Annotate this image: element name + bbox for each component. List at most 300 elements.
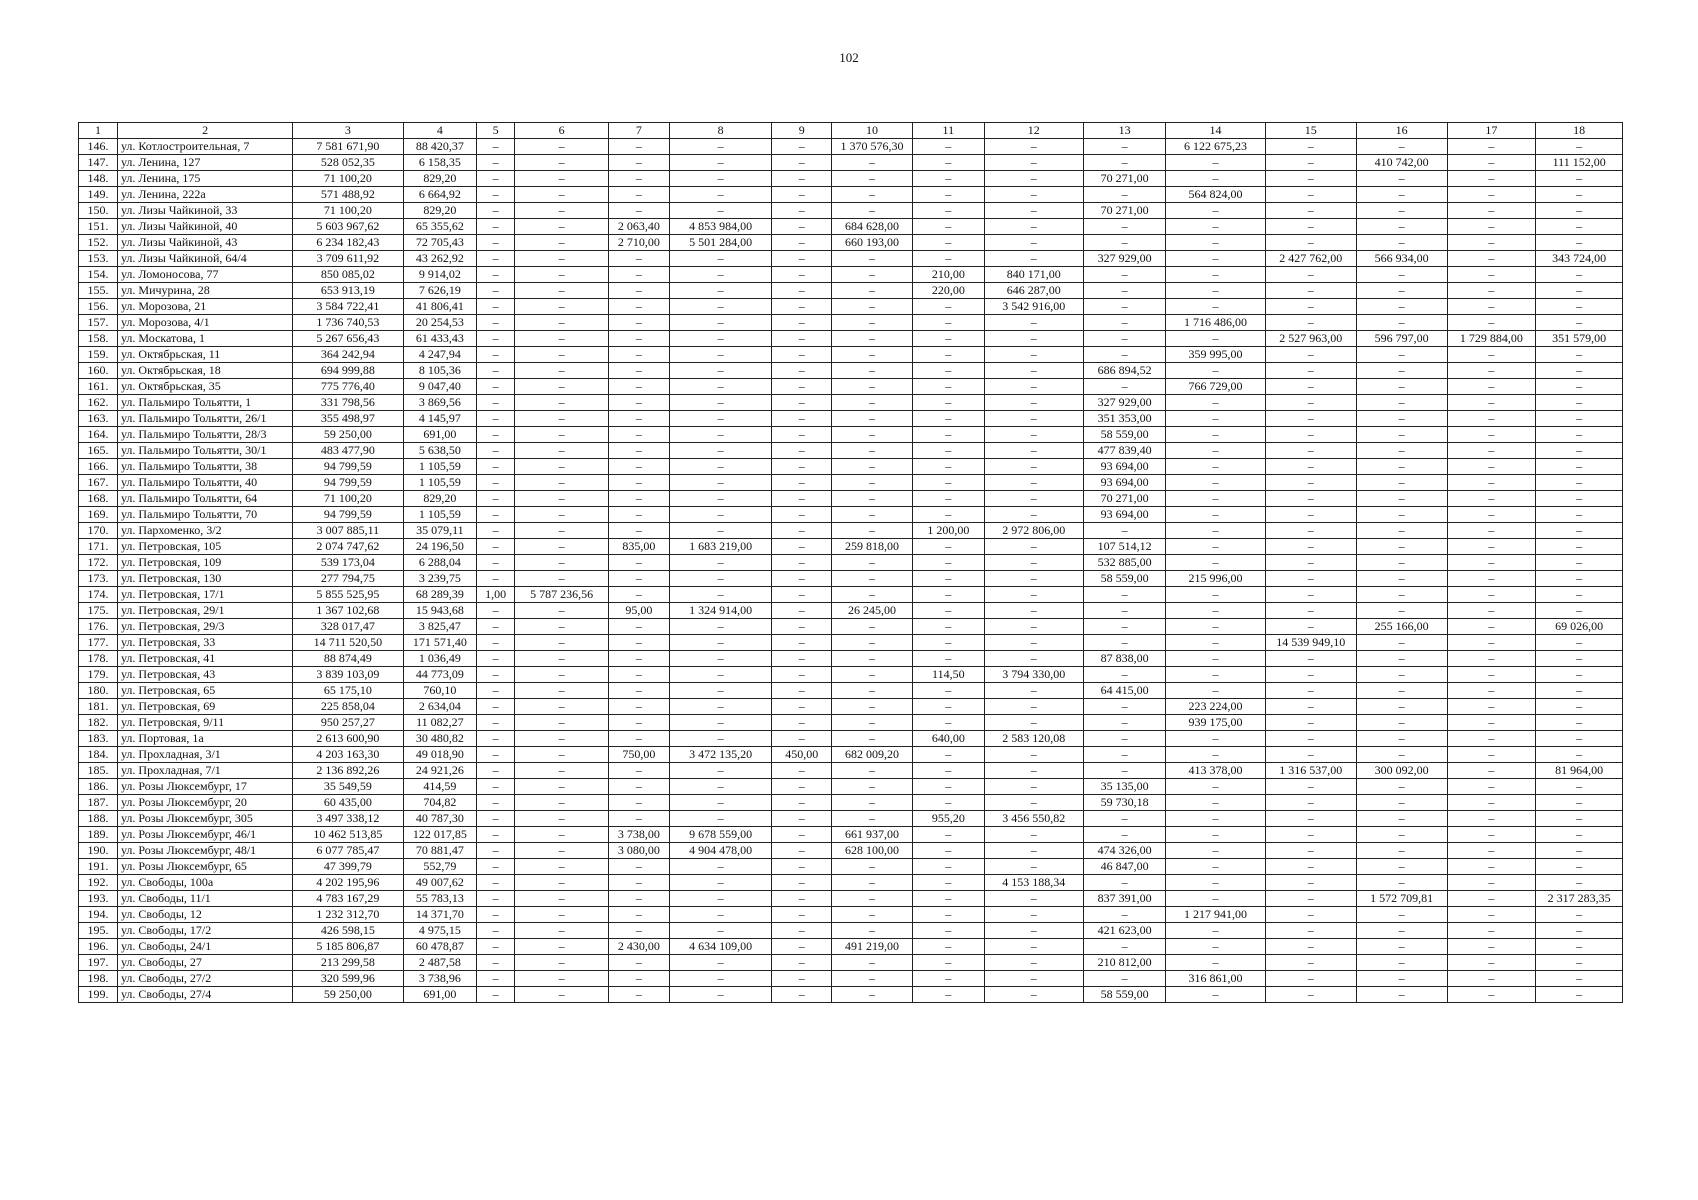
table-row — [79, 363, 1623, 379]
value-cell: 829,20 — [403, 491, 477, 507]
value-cell: 4 904 478,00 — [669, 843, 772, 859]
value-cell: 6 122 675,23 — [1166, 139, 1266, 155]
address-cell: ул. Лизы Чайкиной, 40 — [117, 219, 292, 235]
value-cell: – — [984, 331, 1084, 347]
value-cell: 4 783 167,29 — [293, 891, 403, 907]
value-cell: – — [1265, 843, 1356, 859]
table-row — [79, 651, 1623, 667]
value-cell: – — [1084, 331, 1166, 347]
value-cell: – — [669, 315, 772, 331]
value-cell: – — [609, 171, 670, 187]
table-row — [79, 555, 1623, 571]
value-cell: – — [477, 555, 515, 571]
value-cell: – — [669, 395, 772, 411]
value-cell: – — [669, 955, 772, 971]
value-cell: 111 152,00 — [1536, 155, 1623, 171]
value-cell: 1 217 941,00 — [1166, 907, 1266, 923]
value-cell: – — [609, 139, 670, 155]
value-cell: – — [831, 651, 912, 667]
value-cell: – — [1265, 475, 1356, 491]
value-cell: – — [1265, 491, 1356, 507]
value-cell: 704,82 — [403, 795, 477, 811]
value-cell: – — [831, 299, 912, 315]
value-cell: – — [515, 795, 609, 811]
value-cell: – — [609, 475, 670, 491]
value-cell: – — [1166, 811, 1266, 827]
row-number-cell: 170. — [79, 523, 118, 539]
address-cell: ул. Петровская, 33 — [117, 635, 292, 651]
value-cell: – — [515, 635, 609, 651]
value-cell: 58 559,00 — [1084, 987, 1166, 1003]
value-cell: – — [515, 411, 609, 427]
value-cell: – — [1265, 139, 1356, 155]
value-cell: – — [913, 779, 984, 795]
row-number-cell: 177. — [79, 635, 118, 651]
value-cell: – — [1166, 827, 1266, 843]
value-cell: – — [477, 731, 515, 747]
value-cell: – — [609, 763, 670, 779]
value-cell: – — [913, 363, 984, 379]
table-row — [79, 875, 1623, 891]
value-cell: – — [1166, 795, 1266, 811]
value-cell: – — [1166, 363, 1266, 379]
value-cell: – — [1166, 251, 1266, 267]
table-row — [79, 811, 1623, 827]
value-cell: – — [669, 891, 772, 907]
value-cell: – — [1447, 795, 1536, 811]
value-cell: 694 999,88 — [293, 363, 403, 379]
row-number-cell: 152. — [79, 235, 118, 251]
value-cell: – — [831, 443, 912, 459]
table-row — [79, 955, 1623, 971]
row-number-cell: 186. — [79, 779, 118, 795]
value-cell: – — [1356, 779, 1447, 795]
value-cell: – — [1536, 555, 1623, 571]
value-cell: – — [515, 219, 609, 235]
value-cell: 491 219,00 — [831, 939, 912, 955]
value-cell: – — [1356, 795, 1447, 811]
value-cell: 93 694,00 — [1084, 507, 1166, 523]
table-row — [79, 699, 1623, 715]
column-header: 18 — [1536, 123, 1623, 139]
value-cell: – — [477, 235, 515, 251]
page-number: 102 — [839, 50, 859, 65]
value-cell: – — [1447, 523, 1536, 539]
value-cell: – — [831, 795, 912, 811]
value-cell: 1 367 102,68 — [293, 603, 403, 619]
value-cell: – — [477, 987, 515, 1003]
value-cell: – — [609, 587, 670, 603]
value-cell: – — [984, 651, 1084, 667]
table-row — [79, 491, 1623, 507]
value-cell: – — [515, 395, 609, 411]
value-cell: – — [669, 299, 772, 315]
value-cell: – — [609, 395, 670, 411]
value-cell: – — [1166, 491, 1266, 507]
value-cell: – — [1536, 267, 1623, 283]
value-cell: – — [477, 955, 515, 971]
value-cell: – — [1447, 827, 1536, 843]
value-cell: – — [609, 683, 670, 699]
value-cell: 653 913,19 — [293, 283, 403, 299]
row-number-cell: 160. — [79, 363, 118, 379]
value-cell: 69 026,00 — [1536, 619, 1623, 635]
value-cell: 414,59 — [403, 779, 477, 795]
table-row — [79, 859, 1623, 875]
value-cell: – — [1536, 827, 1623, 843]
row-number-cell: 149. — [79, 187, 118, 203]
value-cell: – — [1447, 747, 1536, 763]
value-cell: – — [1265, 795, 1356, 811]
table-body — [79, 139, 1623, 1003]
value-cell: – — [515, 763, 609, 779]
value-cell: – — [609, 379, 670, 395]
value-cell: – — [609, 811, 670, 827]
value-cell: 35 079,11 — [403, 523, 477, 539]
value-cell: – — [1356, 859, 1447, 875]
value-cell: – — [515, 603, 609, 619]
value-cell: – — [477, 875, 515, 891]
value-cell: – — [1536, 843, 1623, 859]
value-cell: – — [913, 475, 984, 491]
value-cell: 93 694,00 — [1084, 475, 1166, 491]
address-cell: ул. Свободы, 17/2 — [117, 923, 292, 939]
address-cell: ул. Пальмиро Тольятти, 1 — [117, 395, 292, 411]
value-cell: – — [1265, 811, 1356, 827]
value-cell: – — [1084, 235, 1166, 251]
value-cell: 1 316 537,00 — [1265, 763, 1356, 779]
row-number-cell: 193. — [79, 891, 118, 907]
value-cell: – — [984, 395, 1084, 411]
address-cell: ул. Лизы Чайкиной, 64/4 — [117, 251, 292, 267]
value-cell: – — [913, 715, 984, 731]
value-cell: – — [1536, 795, 1623, 811]
value-cell: – — [1084, 811, 1166, 827]
value-cell: – — [477, 139, 515, 155]
value-cell: – — [1536, 219, 1623, 235]
value-cell: – — [831, 379, 912, 395]
value-cell: – — [913, 827, 984, 843]
value-cell: – — [1447, 779, 1536, 795]
value-cell: – — [1265, 779, 1356, 795]
value-cell: – — [1536, 299, 1623, 315]
value-cell: – — [772, 283, 832, 299]
value-cell: – — [913, 139, 984, 155]
value-cell: – — [515, 907, 609, 923]
table-row — [79, 443, 1623, 459]
value-cell: 71 100,20 — [293, 171, 403, 187]
value-cell: – — [1265, 507, 1356, 523]
value-cell: – — [1265, 155, 1356, 171]
value-cell: – — [1356, 203, 1447, 219]
value-cell: – — [1356, 747, 1447, 763]
value-cell: – — [1265, 363, 1356, 379]
address-cell: ул. Петровская, 17/1 — [117, 587, 292, 603]
row-number-cell: 181. — [79, 699, 118, 715]
value-cell: – — [1084, 139, 1166, 155]
value-cell: – — [477, 379, 515, 395]
value-cell: – — [1084, 267, 1166, 283]
value-cell: – — [772, 411, 832, 427]
value-cell: 628 100,00 — [831, 843, 912, 859]
value-cell: 564 824,00 — [1166, 187, 1266, 203]
column-header: 12 — [984, 123, 1084, 139]
value-cell: – — [1447, 859, 1536, 875]
value-cell: 5 787 236,56 — [515, 587, 609, 603]
address-cell: ул. Морозова, 21 — [117, 299, 292, 315]
value-cell: 5 855 525,95 — [293, 587, 403, 603]
value-cell: – — [1084, 939, 1166, 955]
value-cell: 1 572 709,81 — [1356, 891, 1447, 907]
value-cell: – — [609, 667, 670, 683]
value-cell: – — [1084, 907, 1166, 923]
value-cell: – — [1166, 267, 1266, 283]
value-cell: – — [1166, 779, 1266, 795]
value-cell: – — [831, 763, 912, 779]
value-cell: 1 729 884,00 — [1447, 331, 1536, 347]
value-cell: 2 634,04 — [403, 699, 477, 715]
value-cell: – — [669, 171, 772, 187]
row-number-cell: 166. — [79, 459, 118, 475]
address-cell: ул. Ленина, 175 — [117, 171, 292, 187]
value-cell: 939 175,00 — [1166, 715, 1266, 731]
value-cell: – — [477, 699, 515, 715]
value-cell: – — [984, 683, 1084, 699]
value-cell: – — [772, 523, 832, 539]
value-cell: – — [477, 363, 515, 379]
value-cell: – — [772, 619, 832, 635]
value-cell: – — [1536, 907, 1623, 923]
value-cell: – — [831, 507, 912, 523]
value-cell: – — [1447, 987, 1536, 1003]
value-cell: 71 100,20 — [293, 491, 403, 507]
value-cell: – — [1447, 555, 1536, 571]
value-cell: – — [984, 827, 1084, 843]
value-cell: – — [984, 971, 1084, 987]
value-cell: 766 729,00 — [1166, 379, 1266, 395]
value-cell: – — [669, 875, 772, 891]
value-cell: – — [669, 379, 772, 395]
value-cell: 210 812,00 — [1084, 955, 1166, 971]
value-cell: – — [669, 475, 772, 491]
value-cell: – — [669, 203, 772, 219]
value-cell: – — [913, 891, 984, 907]
value-cell: – — [984, 603, 1084, 619]
value-cell: – — [669, 923, 772, 939]
value-cell: – — [1447, 683, 1536, 699]
value-cell: – — [772, 443, 832, 459]
value-cell: 58 559,00 — [1084, 427, 1166, 443]
value-cell: – — [831, 555, 912, 571]
row-number-cell: 191. — [79, 859, 118, 875]
value-cell: – — [1356, 395, 1447, 411]
value-cell: – — [477, 747, 515, 763]
row-number-cell: 151. — [79, 219, 118, 235]
value-cell: – — [1166, 539, 1266, 555]
row-number-cell: 184. — [79, 747, 118, 763]
value-cell: 359 995,00 — [1166, 347, 1266, 363]
value-cell: – — [1084, 379, 1166, 395]
value-cell: – — [913, 955, 984, 971]
value-cell: – — [669, 571, 772, 587]
value-cell: – — [831, 459, 912, 475]
value-cell: – — [1265, 971, 1356, 987]
value-cell: – — [515, 187, 609, 203]
value-cell: – — [609, 923, 670, 939]
value-cell: – — [1447, 891, 1536, 907]
value-cell: – — [772, 539, 832, 555]
value-cell: – — [1356, 507, 1447, 523]
value-cell: – — [515, 571, 609, 587]
table-row — [79, 731, 1623, 747]
data-table — [78, 122, 1623, 1003]
table-row — [79, 683, 1623, 699]
row-number-cell: 173. — [79, 571, 118, 587]
value-cell: – — [984, 475, 1084, 491]
value-cell: – — [831, 635, 912, 651]
value-cell: 2 583 120,08 — [984, 731, 1084, 747]
value-cell: – — [1166, 939, 1266, 955]
row-number-cell: 158. — [79, 331, 118, 347]
value-cell: 426 598,15 — [293, 923, 403, 939]
value-cell: – — [669, 187, 772, 203]
value-cell: – — [1356, 667, 1447, 683]
value-cell: – — [1536, 171, 1623, 187]
value-cell: 3 825,47 — [403, 619, 477, 635]
row-number-cell: 167. — [79, 475, 118, 491]
value-cell: 355 498,97 — [293, 411, 403, 427]
address-cell: ул. Свободы, 27/2 — [117, 971, 292, 987]
value-cell: 4 145,97 — [403, 411, 477, 427]
value-cell: 829,20 — [403, 171, 477, 187]
value-cell: 3 007 885,11 — [293, 523, 403, 539]
value-cell: – — [1084, 747, 1166, 763]
value-cell: – — [669, 267, 772, 283]
value-cell: – — [1265, 699, 1356, 715]
value-cell: – — [1536, 491, 1623, 507]
table-row — [79, 411, 1623, 427]
value-cell: 3 542 916,00 — [984, 299, 1084, 315]
value-cell: – — [1536, 939, 1623, 955]
row-number-cell: 194. — [79, 907, 118, 923]
value-cell: – — [669, 763, 772, 779]
value-cell: – — [984, 619, 1084, 635]
value-cell: – — [515, 443, 609, 459]
value-cell: – — [1356, 923, 1447, 939]
value-cell: – — [515, 939, 609, 955]
value-cell: – — [1356, 987, 1447, 1003]
value-cell: – — [984, 171, 1084, 187]
value-cell: – — [669, 859, 772, 875]
value-cell: – — [669, 411, 772, 427]
row-number-cell: 162. — [79, 395, 118, 411]
value-cell: – — [1265, 907, 1356, 923]
value-cell: – — [984, 587, 1084, 603]
value-cell: 2 527 963,00 — [1265, 331, 1356, 347]
value-cell: – — [1265, 283, 1356, 299]
value-cell: 4 975,15 — [403, 923, 477, 939]
row-number-cell: 171. — [79, 539, 118, 555]
value-cell: – — [669, 907, 772, 923]
value-cell: – — [1447, 379, 1536, 395]
value-cell: – — [1536, 523, 1623, 539]
value-cell: – — [772, 203, 832, 219]
value-cell: – — [913, 683, 984, 699]
value-cell: – — [1166, 459, 1266, 475]
value-cell: – — [515, 859, 609, 875]
address-cell: ул. Петровская, 130 — [117, 571, 292, 587]
value-cell: – — [669, 283, 772, 299]
value-cell: 3 080,00 — [609, 843, 670, 859]
table-row — [79, 523, 1623, 539]
row-number-cell: 182. — [79, 715, 118, 731]
value-cell: – — [1536, 283, 1623, 299]
table-row — [79, 619, 1623, 635]
value-cell: – — [831, 411, 912, 427]
value-cell: – — [831, 667, 912, 683]
value-cell: – — [1265, 891, 1356, 907]
value-cell: – — [515, 267, 609, 283]
value-cell: – — [831, 715, 912, 731]
address-cell: ул. Ленина, 222а — [117, 187, 292, 203]
column-header: 10 — [831, 123, 912, 139]
value-cell: – — [772, 171, 832, 187]
value-cell: – — [913, 747, 984, 763]
value-cell: – — [831, 475, 912, 491]
value-cell: – — [772, 475, 832, 491]
value-cell: – — [669, 363, 772, 379]
value-cell: – — [1536, 347, 1623, 363]
value-cell: – — [477, 523, 515, 539]
value-cell: – — [831, 203, 912, 219]
value-cell: – — [477, 763, 515, 779]
value-cell: – — [1356, 539, 1447, 555]
value-cell: – — [1265, 603, 1356, 619]
value-cell: – — [1356, 651, 1447, 667]
value-cell: – — [1084, 715, 1166, 731]
value-cell: – — [1084, 283, 1166, 299]
value-cell: – — [1166, 923, 1266, 939]
table-row — [79, 539, 1623, 555]
address-cell: ул. Розы Люксембург, 17 — [117, 779, 292, 795]
value-cell: 684 628,00 — [831, 219, 912, 235]
value-cell: – — [609, 411, 670, 427]
value-cell: – — [1084, 667, 1166, 683]
value-cell: – — [1536, 203, 1623, 219]
address-cell: ул. Пархоменко, 3/2 — [117, 523, 292, 539]
value-cell: – — [1084, 347, 1166, 363]
row-number-cell: 189. — [79, 827, 118, 843]
value-cell: – — [1356, 363, 1447, 379]
value-cell: – — [609, 267, 670, 283]
value-cell: – — [1166, 603, 1266, 619]
value-cell: – — [609, 619, 670, 635]
value-cell: 351 579,00 — [1536, 331, 1623, 347]
value-cell: 2 317 283,35 — [1536, 891, 1623, 907]
value-cell: 88 874,49 — [293, 651, 403, 667]
table-row — [79, 299, 1623, 315]
value-cell: – — [1447, 699, 1536, 715]
value-cell: 259 818,00 — [831, 539, 912, 555]
table-row — [79, 779, 1623, 795]
value-cell: – — [984, 763, 1084, 779]
value-cell: – — [1084, 699, 1166, 715]
column-header: 7 — [609, 123, 670, 139]
value-cell: – — [609, 971, 670, 987]
address-cell: ул. Морозова, 4/1 — [117, 315, 292, 331]
address-cell: ул. Розы Люксембург, 20 — [117, 795, 292, 811]
value-cell: – — [1447, 299, 1536, 315]
